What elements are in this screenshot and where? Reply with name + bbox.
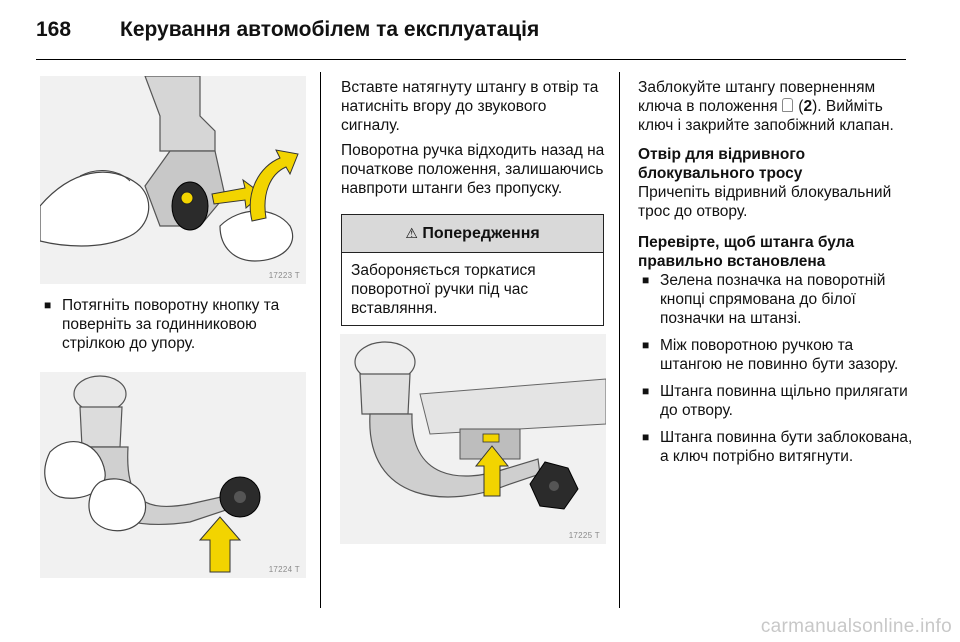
figure-code: 17224 T [268,565,300,574]
figure-knob-rotation [40,76,306,284]
figure-code: 17223 T [268,271,300,280]
paragraph: Причепіть відривний блокувальний трос до отвору. [638,184,892,220]
figure-knob-rotation-illustration [40,76,306,284]
warning-box [341,214,604,326]
figure-bar-installed [340,334,606,544]
section-heading: Отвір для відривного блокувального тросу [638,146,806,182]
warning-text: Забороняється торкатися поворотної ручки під час вставляння. [351,262,536,317]
paragraph-lock: Заблокуйте штангу поверненням ключа в положення (2). Вийміть ключ і закрийте запобіжний клапан. [638,79,894,134]
page-number: 168 [36,18,72,41]
warning-icon: ⚠ [405,225,418,241]
warning-header [342,215,603,253]
list-item: ■ Потягніть поворотну кнопку та поверніть за годинниковою стрілкою до упору. [40,296,310,353]
key-position-number: 2 [803,98,813,115]
figure-bar-installed-illustration [340,334,606,544]
figure-code: 17225 T [568,531,600,540]
figure-bar-insert [40,372,306,578]
section-heading: Перевірте, щоб штанга була правильно встановлена [638,234,855,270]
page-header [36,16,926,56]
figure-bar-insert-illustration [40,372,306,578]
text-run: Заблокуйте штангу поверненням ключа в положення [638,79,876,115]
list-item: ■ Зелена позначка на поворотній кнопці спрямована до білої позначки на штанзі. [638,271,918,328]
paragraph: Поворотна ручка відходить назад на початкове положення, залишаючись навпроти штанги без пропуску. [341,142,605,197]
warning-title: Попередження [422,225,540,242]
text-run: ). Вийміть ключ і закрийте запобіжний клапан. [638,98,894,134]
list-item: ■ Між поворотною ручкою та штангою не повинно бути зазору. [638,336,918,374]
page-title: Керування автомобілем та експлуатація [120,18,540,41]
column-divider-2 [619,72,620,608]
paragraph: Вставте натягнуту штангу в отвір та натисніть вгору до звукового сигналу. [341,79,599,134]
header-rule [36,59,906,60]
key-position-icon [782,98,793,112]
col3-text [638,78,918,474]
col1-text [40,296,310,361]
list-item: ■ Штанга повинна щільно прилягати до отвору. [638,382,918,420]
watermark: carmanualsonline.info [760,616,952,637]
col2-text [341,78,605,204]
list-item: ■ Штанга повинна бути заблокована, а ключ потрібно витягнути. [638,428,918,466]
check-list [638,271,918,466]
column-divider-1 [320,72,321,608]
